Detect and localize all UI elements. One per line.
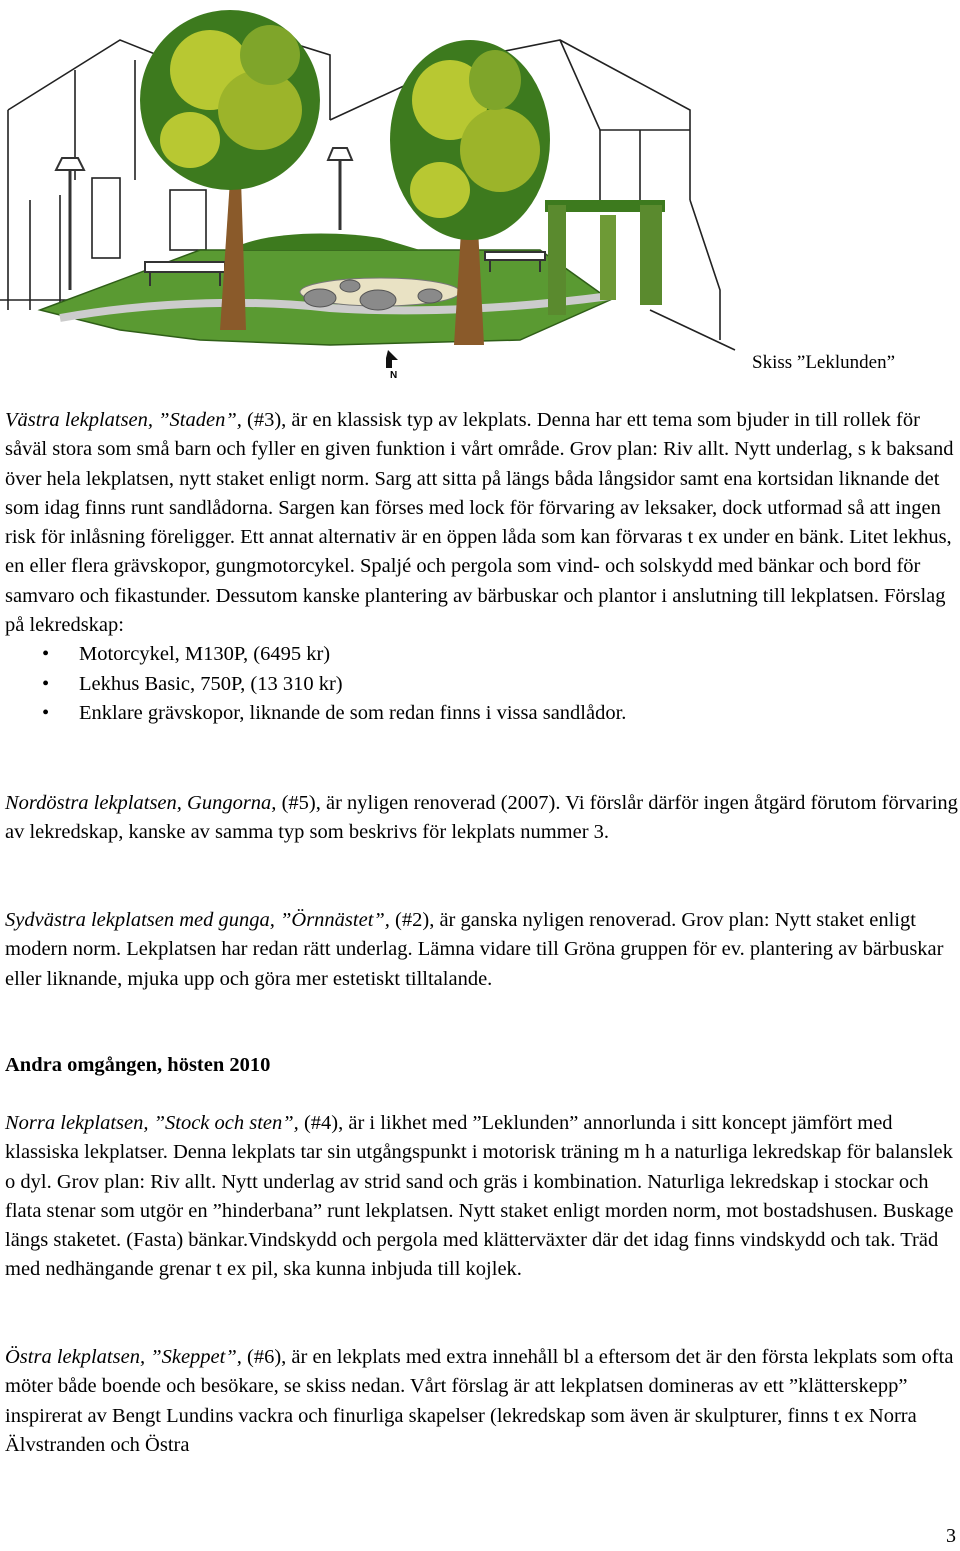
list-item: • Motorcykel, M130P, (6495 kr) <box>5 640 960 669</box>
section-title: Norra lekplatsen, ”Stock och sten”, <box>5 1112 299 1134</box>
section-ostra <box>5 1343 960 1460</box>
figure-caption: Skiss ”Leklunden” <box>752 352 896 373</box>
heading-andra-omgangen: Andra omgången, hösten 2010 <box>5 1054 271 1076</box>
section-body: (#3), är en klassisk typ av lekplats. Denna har ett tema som bjuder in till rollek för såväl stora som små barn och fyller en given funktion i vårt område. Grov plan: Riv allt. Nytt underlag, s k baksand över hela lekplatsen, nytt staket enligt norm. Sarg att sitta på längs båda långsidor samt ena kortsidan liknande det som idag finns runt sandlådorna. Sargen kan förses med lock för förvaring av leksaker, dock utformad så att ingen risk för inlåsning föreligger. Ett annat alternativ är en öppen låda som kan förvaras t ex under en bänk. Litet lekhus, en eller flera grävskopor, gungmotorcykel. Spaljé och pergola som vind- och solskydd med bänkar och bord för samvaro och fikastunder. Dessutom kanske plantering av bärbuskar och plantor i anslutning till lekplatsen. Förslag på lekredskap: <box>5 409 954 637</box>
list-item: • Enklare grävskopor, liknande de som redan finns i vissa sandlådor. <box>5 699 960 728</box>
section-title: Sydvästra lekplatsen med gunga, ”Örnnästet”, <box>5 909 390 931</box>
section-body: (#2), är ganska nyligen renoverad. Grov plan: Nytt staket enligt modern norm. Lekplatsen har redan rätt underlag. Lämna vidare till Gröna gruppen för ev. plantering av bärbuskar eller liknande, mjuka upp och göra mer estetiskt tilltalande. <box>5 909 944 990</box>
section-body: (#5), är nyligen renoverad (2007). Vi förslår därför ingen åtgärd förutom förvaring av lekredskap, kanske av samma typ som beskrivs för lekplats nummer 3. <box>5 792 958 844</box>
section-norra <box>5 1109 960 1285</box>
section-title: Nordöstra lekplatsen, Gungorna, <box>5 792 277 814</box>
hedge <box>230 234 420 250</box>
section-body: (#4), är i likhet med ”Leklunden” annorlunda i sitt koncept jämfört med klassiska lekplatser. Denna lekplats tar sin utgångspunkt i motorisk träning m h a naturliga lekredskap för balanslek o dyl. Grov plan: Riv allt. Nytt underlag av strid sand och gräs i kombination. Naturliga lekredskap i stockar och flata stenar som utgör en ”hinderbana” runt lekplatsen. Nytt staket enligt morden norm, mot bostadshusen. Buskage längs staketet. (Fasta) bänkar.Vindskydd och pergola med klätterväxter där det idag finns vindskydd och tak. Träd med nedhängande grenar t ex pil, ska kunna inbjuda till kojlek. <box>5 1112 954 1281</box>
section-title: Östra lekplatsen, ”Skeppet”, <box>5 1346 242 1368</box>
north-arrow <box>386 350 398 380</box>
north-label: N <box>390 370 398 380</box>
equipment-list <box>5 640 960 728</box>
section-nordostra <box>5 789 960 848</box>
list-item: • Lekhus Basic, 750P, (13 310 kr) <box>5 670 960 699</box>
section-body: (#6), är en lekplats med extra innehåll bl a eftersom det är den första lekplats som ofta möter både boende och besökare, se skiss nedan. Vårt förslag är att lekplatsen domineras av ett ”klätterskepp” inspirerat av Bengt Lundins vackra och finurliga skapelser (lekredskap som även är skulpturer, finns t ex Norra Älvstranden och Östra <box>5 1346 954 1456</box>
page-number: 3 <box>946 1525 956 1547</box>
section-title: Västra lekplatsen, ”Staden”, <box>5 409 242 431</box>
pergola <box>545 200 665 315</box>
section-vastra <box>5 406 960 728</box>
playground-sketch <box>0 0 740 380</box>
section-sydvastra <box>5 906 960 994</box>
